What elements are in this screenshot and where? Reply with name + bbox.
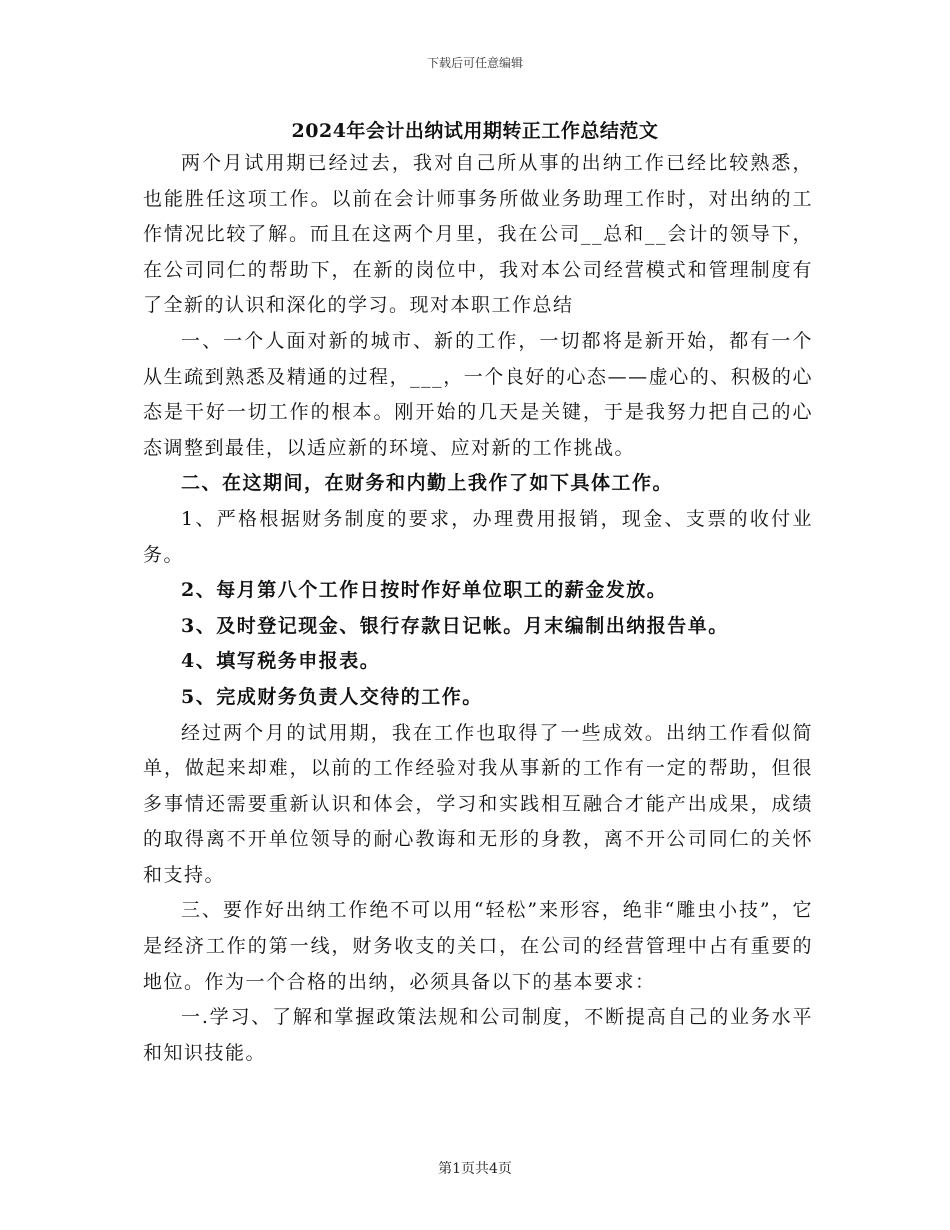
document-body — [143, 146, 813, 1071]
header-note: 下载后可任意编辑 — [426, 56, 523, 70]
paragraph-requirement-1: 一.学习、了解和掌握政策法规和公司制度，不断提高自己的业务水平和知识技能。 — [143, 1006, 813, 1064]
paragraph-results: 经过两个月的试用期，我在工作也取得了一些成效。出纳工作看似简单，做起来却难，以前的工作经验对我从事新的工作有一定的帮助，但很多事情还需要重新认识和体会，学习和实践相互融合才能产出成果，成绩的取得离不开单位领导的耐心教诲和无形的身教，离不开公司同仁的关怀和支持。 — [143, 721, 813, 886]
paragraph-item-2: 2、每月第八个工作日按时作好单位职工的薪金发放。 — [181, 579, 668, 602]
paragraph-item-3: 3、及时登记现金、银行存款日记帐。月末编制出纳报告单。 — [181, 614, 729, 637]
page-number: 第1页共4页 — [438, 1161, 512, 1177]
paragraph-item-4: 4、填写税务申报表。 — [181, 650, 381, 673]
paragraph-item-1: 1、严格根据财务制度的要求，办理费用报销，现金、支票的收付业务。 — [143, 507, 813, 566]
paragraph-intro: 两个月试用期已经过去，我对自己所从事的出纳工作已经比较熟悉，也能胜任这项工作。以前在会计师事务所做业务助理工作时，对出纳的工作情况比较了解。而且在这两个月里，我在公司__总和__会计的领导下，在公司同仁的帮助下，在新的岗位中，我对本公司经营模式和管理制度有了全新的认识和深化的学习。现对本职工作总结 — [143, 152, 813, 317]
paragraph-section-1: 一、一个人面对新的城市、新的工作，一切都将是新开始，都有一个从生疏到熟悉及精通的过程，___，一个良好的心态——虚心的、积极的心态是干好一切工作的根本。刚开始的几天是关键，于是我努力把自己的心态调整到最佳，以适应新的环境、应对新的工作挑战。 — [143, 329, 813, 459]
paragraph-section-2-heading: 二、在这期间，在财务和内勤上我作了如下具体工作。 — [181, 472, 674, 495]
paragraph-item-5: 5、完成财务负责人交待的工作。 — [181, 685, 483, 708]
document-title: 2024年会计出纳试用期转正工作总结范文 — [291, 120, 659, 142]
paragraph-section-3: 三、要作好出纳工作绝不可以用“轻松”来形容，绝非“雕虫小技”，它是经济工作的第一线，财务收支的关口，在公司的经营管理中占有重要的地位。作为一个合格的出纳，必须具备以下的基本要求： — [143, 899, 813, 993]
